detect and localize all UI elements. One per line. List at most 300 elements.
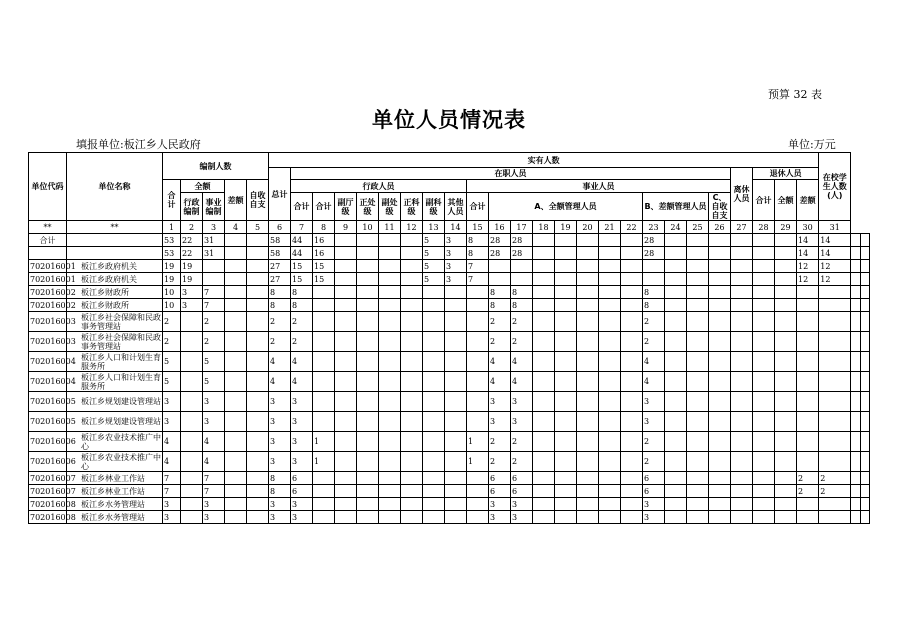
value-cell xyxy=(379,260,401,273)
value-cell: 22 xyxy=(181,234,203,247)
unit-code-cell: 702016005 xyxy=(29,392,67,412)
value-cell xyxy=(851,299,860,312)
value-cell xyxy=(797,286,819,299)
value-cell xyxy=(467,312,489,332)
index-cell: 4 xyxy=(225,221,247,234)
col-admin-other: 其他人员 xyxy=(445,193,467,221)
value-cell: 2 xyxy=(269,332,291,352)
value-cell xyxy=(753,452,775,472)
index-cell: 8 xyxy=(313,221,335,234)
value-cell xyxy=(753,312,775,332)
value-cell xyxy=(423,372,445,392)
value-cell: 3 xyxy=(203,511,225,524)
col-career-staff: 事业人员 xyxy=(467,180,731,193)
value-cell: 6 xyxy=(643,485,665,498)
col-deputy-div: 副处级 xyxy=(379,193,401,221)
value-cell xyxy=(621,234,643,247)
value-cell: 3 xyxy=(163,498,181,511)
table-row xyxy=(29,234,870,247)
value-cell: 3 xyxy=(291,498,313,511)
value-cell xyxy=(731,392,753,412)
value-cell: 3 xyxy=(445,273,467,286)
col-b-diff-mgmt: B、差额管理人员 xyxy=(643,193,709,221)
value-cell xyxy=(555,299,577,312)
value-cell xyxy=(335,392,357,412)
value-cell: 2 xyxy=(797,472,819,485)
value-cell xyxy=(753,234,775,247)
value-cell: 3 xyxy=(291,412,313,432)
value-cell: 7 xyxy=(203,472,225,485)
value-cell xyxy=(643,273,665,286)
value-cell xyxy=(665,286,687,299)
value-cell xyxy=(181,352,203,372)
value-cell xyxy=(860,392,869,412)
value-cell xyxy=(599,312,621,332)
value-cell: 14 xyxy=(819,247,851,260)
value-cell xyxy=(599,260,621,273)
value-cell xyxy=(533,352,555,372)
value-cell xyxy=(423,286,445,299)
value-cell: 2 xyxy=(511,452,533,472)
value-cell xyxy=(775,452,797,472)
value-cell xyxy=(577,352,599,372)
value-cell: 8 xyxy=(489,286,511,299)
value-cell xyxy=(851,247,860,260)
col-self-funded: 自收自支 xyxy=(247,180,269,221)
value-cell xyxy=(851,273,860,286)
unit-name-cell: 板江乡人口和计划生育服务所 xyxy=(67,372,163,392)
value-cell: 8 xyxy=(269,472,291,485)
value-cell xyxy=(797,392,819,412)
value-cell xyxy=(401,299,423,312)
value-cell: 4 xyxy=(643,352,665,372)
value-cell xyxy=(445,372,467,392)
value-cell: 31 xyxy=(203,234,225,247)
value-cell xyxy=(665,472,687,485)
value-cell xyxy=(445,352,467,372)
value-cell xyxy=(445,432,467,452)
value-cell: 3 xyxy=(269,392,291,412)
value-cell: 7 xyxy=(163,472,181,485)
value-cell xyxy=(709,412,731,432)
value-cell xyxy=(401,392,423,412)
value-cell xyxy=(181,511,203,524)
value-cell xyxy=(401,485,423,498)
index-cell: 16 xyxy=(489,221,511,234)
value-cell: 3 xyxy=(291,511,313,524)
value-cell: 8 xyxy=(291,299,313,312)
value-cell xyxy=(709,234,731,247)
value-cell: 10 xyxy=(163,299,181,312)
value-cell: 2 xyxy=(643,312,665,332)
value-cell xyxy=(860,286,869,299)
value-cell: 2 xyxy=(643,432,665,452)
value-cell: 15 xyxy=(291,260,313,273)
value-cell xyxy=(445,392,467,412)
value-cell xyxy=(335,472,357,485)
value-cell xyxy=(401,260,423,273)
value-cell xyxy=(445,312,467,332)
value-cell: 7 xyxy=(203,286,225,299)
value-cell xyxy=(247,247,269,260)
value-cell xyxy=(313,299,335,312)
value-cell xyxy=(599,299,621,312)
value-cell xyxy=(467,352,489,372)
unit-code-cell: 702016007 xyxy=(30,473,76,483)
value-cell xyxy=(687,234,709,247)
value-cell xyxy=(851,286,860,299)
value-cell xyxy=(577,332,599,352)
col-deputy-section: 副科级 xyxy=(423,193,445,221)
value-cell xyxy=(445,511,467,524)
unit-code-cell: 702016004 xyxy=(29,372,67,392)
value-cell xyxy=(357,260,379,273)
value-cell xyxy=(555,234,577,247)
value-cell xyxy=(819,511,851,524)
value-cell xyxy=(709,472,731,485)
value-cell xyxy=(401,247,423,260)
value-cell xyxy=(819,286,851,299)
budget-table-number: 预算 32 表 xyxy=(768,88,822,101)
table-row xyxy=(29,247,870,260)
unit-code-cell: 合计 xyxy=(29,234,67,247)
unit-name-cell: 板江乡政府机关 xyxy=(67,273,163,286)
value-cell xyxy=(555,372,577,392)
value-cell: 5 xyxy=(423,260,445,273)
value-cell xyxy=(599,432,621,452)
value-cell xyxy=(423,498,445,511)
value-cell xyxy=(247,299,269,312)
value-cell xyxy=(357,234,379,247)
currency-unit: 单位:万元 xyxy=(788,138,836,151)
value-cell xyxy=(753,299,775,312)
value-cell xyxy=(797,372,819,392)
value-cell: 2 xyxy=(163,332,181,352)
value-cell xyxy=(577,312,599,332)
value-cell xyxy=(423,452,445,472)
value-cell xyxy=(851,511,860,524)
value-cell xyxy=(775,234,797,247)
value-cell xyxy=(511,273,533,286)
value-cell xyxy=(797,511,819,524)
value-cell: 15 xyxy=(291,273,313,286)
value-cell: 3 xyxy=(181,286,203,299)
value-cell: 12 xyxy=(819,273,851,286)
value-cell xyxy=(819,452,851,472)
value-cell: 7 xyxy=(203,485,225,498)
value-cell xyxy=(467,511,489,524)
value-cell xyxy=(423,485,445,498)
value-cell xyxy=(731,511,753,524)
value-cell: 2 xyxy=(291,332,313,352)
value-cell: 8 xyxy=(269,286,291,299)
table-row xyxy=(29,412,870,432)
value-cell xyxy=(225,452,247,472)
value-cell: 14 xyxy=(797,247,819,260)
value-cell xyxy=(599,234,621,247)
value-cell xyxy=(313,412,335,432)
value-cell xyxy=(577,452,599,472)
value-cell xyxy=(797,412,819,432)
col-admin-total: 合计 xyxy=(313,193,335,221)
value-cell xyxy=(687,412,709,432)
unit-code-cell: 702016003 xyxy=(29,332,67,352)
value-cell: 4 xyxy=(203,432,225,452)
index-cell: 22 xyxy=(621,221,643,234)
unit-name-cell: 板江乡社会保障和民政事务管理站 xyxy=(67,312,163,332)
value-cell xyxy=(731,472,753,485)
value-cell xyxy=(379,299,401,312)
index-cell: 17 xyxy=(511,221,533,234)
value-cell xyxy=(665,392,687,412)
unit-code-cell: 702016004 xyxy=(29,352,67,372)
table-row xyxy=(29,452,870,472)
value-cell xyxy=(533,412,555,432)
value-cell xyxy=(335,299,357,312)
value-cell: 6 xyxy=(489,485,511,498)
value-cell: 2 xyxy=(797,485,819,498)
value-cell: 4 xyxy=(269,372,291,392)
value-cell xyxy=(860,432,869,452)
value-cell xyxy=(533,234,555,247)
value-cell xyxy=(621,432,643,452)
value-cell: 2 xyxy=(511,332,533,352)
value-cell: 3 xyxy=(181,299,203,312)
value-cell xyxy=(709,247,731,260)
value-cell xyxy=(357,412,379,432)
value-cell xyxy=(423,432,445,452)
value-cell xyxy=(621,332,643,352)
value-cell xyxy=(819,392,851,412)
unit-code-cell: 702016001 xyxy=(30,261,76,271)
value-cell: 2 xyxy=(511,432,533,452)
index-cell: 6 xyxy=(269,221,291,234)
value-cell xyxy=(401,498,423,511)
value-cell: 8 xyxy=(269,485,291,498)
value-cell: 5 xyxy=(423,273,445,286)
value-cell xyxy=(247,498,269,511)
index-cell: 14 xyxy=(445,221,467,234)
value-cell xyxy=(687,511,709,524)
table-row xyxy=(29,332,870,352)
value-cell xyxy=(445,485,467,498)
value-cell: 2 xyxy=(203,332,225,352)
value-cell xyxy=(401,332,423,352)
value-cell xyxy=(577,273,599,286)
value-cell xyxy=(775,472,797,485)
value-cell xyxy=(467,485,489,498)
table-row xyxy=(29,372,870,392)
value-cell: 2 xyxy=(203,312,225,332)
value-cell xyxy=(357,452,379,472)
value-cell xyxy=(379,234,401,247)
unit-name-cell: 板江乡社会保障和民政事务管理站 xyxy=(67,332,163,352)
value-cell xyxy=(753,432,775,452)
value-cell xyxy=(533,312,555,332)
value-cell: 5 xyxy=(163,352,181,372)
value-cell xyxy=(851,452,860,472)
value-cell xyxy=(313,352,335,372)
value-cell xyxy=(401,234,423,247)
unit-name-cell xyxy=(67,247,163,260)
value-cell xyxy=(555,392,577,412)
unit-name-cell: 板江乡财政所 xyxy=(67,299,163,312)
value-cell: 19 xyxy=(181,273,203,286)
table-row xyxy=(29,392,870,412)
value-cell xyxy=(423,392,445,412)
value-cell xyxy=(445,412,467,432)
value-cell xyxy=(577,299,599,312)
value-cell: 3 xyxy=(643,498,665,511)
value-cell xyxy=(687,498,709,511)
value-cell xyxy=(775,352,797,372)
value-cell xyxy=(533,286,555,299)
unit-name-cell: 板江乡政府机关 xyxy=(67,260,163,273)
index-cell: 23 xyxy=(643,221,665,234)
value-cell xyxy=(335,511,357,524)
value-cell xyxy=(357,472,379,485)
value-cell xyxy=(401,472,423,485)
value-cell: 4 xyxy=(511,352,533,372)
value-cell xyxy=(599,485,621,498)
value-cell xyxy=(860,412,869,432)
value-cell: 3 xyxy=(643,412,665,432)
value-cell xyxy=(577,260,599,273)
value-cell xyxy=(577,286,599,299)
value-cell xyxy=(357,392,379,412)
value-cell: 2 xyxy=(643,452,665,472)
value-cell xyxy=(860,247,869,260)
value-cell xyxy=(555,452,577,472)
value-cell xyxy=(665,260,687,273)
value-cell xyxy=(753,352,775,372)
index-cell: 25 xyxy=(687,221,709,234)
value-cell xyxy=(819,432,851,452)
value-cell xyxy=(599,273,621,286)
value-cell xyxy=(247,412,269,432)
value-cell: 28 xyxy=(489,247,511,260)
value-cell xyxy=(665,412,687,432)
value-cell xyxy=(555,247,577,260)
value-cell xyxy=(401,372,423,392)
value-cell xyxy=(621,452,643,472)
value-cell xyxy=(731,485,753,498)
value-cell xyxy=(555,312,577,332)
value-cell xyxy=(577,472,599,485)
value-cell: 44 xyxy=(291,234,313,247)
value-cell xyxy=(423,412,445,432)
unit-name-cell: 板江乡水务管理站 xyxy=(67,498,163,511)
value-cell xyxy=(753,511,775,524)
value-cell xyxy=(467,332,489,352)
table-row xyxy=(29,432,870,452)
value-cell xyxy=(775,392,797,412)
unit-code-cell: 702016001 xyxy=(30,274,76,284)
index-cell: 19 xyxy=(555,221,577,234)
value-cell xyxy=(555,332,577,352)
value-cell xyxy=(665,432,687,452)
index-cell: 30 xyxy=(797,221,819,234)
value-cell xyxy=(687,432,709,452)
value-cell: 12 xyxy=(819,260,851,273)
value-cell xyxy=(401,452,423,472)
value-cell xyxy=(313,332,335,352)
value-cell xyxy=(247,234,269,247)
value-cell: 3 xyxy=(269,498,291,511)
value-cell xyxy=(665,234,687,247)
value-cell: 58 xyxy=(269,247,291,260)
value-cell xyxy=(247,372,269,392)
value-cell xyxy=(555,286,577,299)
value-cell: 7 xyxy=(203,299,225,312)
value-cell xyxy=(731,432,753,452)
value-cell xyxy=(621,392,643,412)
value-cell xyxy=(335,485,357,498)
value-cell xyxy=(225,372,247,392)
value-cell xyxy=(181,412,203,432)
value-cell xyxy=(401,511,423,524)
value-cell: 4 xyxy=(291,372,313,392)
value-cell xyxy=(445,286,467,299)
col-staffing: 编制人数 xyxy=(163,153,269,180)
value-cell xyxy=(511,260,533,273)
value-cell: 2 xyxy=(269,312,291,332)
value-cell: 5 xyxy=(203,352,225,372)
value-cell: 1 xyxy=(467,432,489,452)
value-cell xyxy=(709,392,731,412)
value-cell xyxy=(423,472,445,485)
index-cell: 3 xyxy=(203,221,225,234)
value-cell xyxy=(225,299,247,312)
value-cell xyxy=(665,372,687,392)
value-cell xyxy=(247,511,269,524)
value-cell xyxy=(379,511,401,524)
value-cell: 5 xyxy=(423,234,445,247)
value-cell: 4 xyxy=(291,352,313,372)
value-cell: 6 xyxy=(511,485,533,498)
value-cell xyxy=(687,372,709,392)
value-cell: 8 xyxy=(511,286,533,299)
value-cell: 3 xyxy=(203,498,225,511)
value-cell xyxy=(467,372,489,392)
value-cell xyxy=(599,511,621,524)
value-cell xyxy=(753,498,775,511)
value-cell xyxy=(489,260,511,273)
value-cell: 3 xyxy=(269,511,291,524)
value-cell: 4 xyxy=(269,352,291,372)
value-cell xyxy=(577,412,599,432)
value-cell: 1 xyxy=(313,452,335,472)
col-section: 正科级 xyxy=(401,193,423,221)
value-cell xyxy=(731,299,753,312)
table-row xyxy=(29,273,870,286)
value-cell: 3 xyxy=(489,412,511,432)
value-cell: 3 xyxy=(643,392,665,412)
value-cell xyxy=(467,412,489,432)
value-cell xyxy=(247,485,269,498)
value-cell xyxy=(357,273,379,286)
value-cell xyxy=(357,352,379,372)
table-row xyxy=(29,312,870,332)
unit-name-cell: 板江乡财政所 xyxy=(67,286,163,299)
value-cell xyxy=(860,352,869,372)
unit-name-cell: 板江乡规划建设管理站 xyxy=(67,392,163,412)
value-cell xyxy=(731,260,753,273)
col-div-level: 正处级 xyxy=(357,193,379,221)
value-cell xyxy=(599,247,621,260)
table-row xyxy=(29,485,870,498)
value-cell xyxy=(775,412,797,432)
